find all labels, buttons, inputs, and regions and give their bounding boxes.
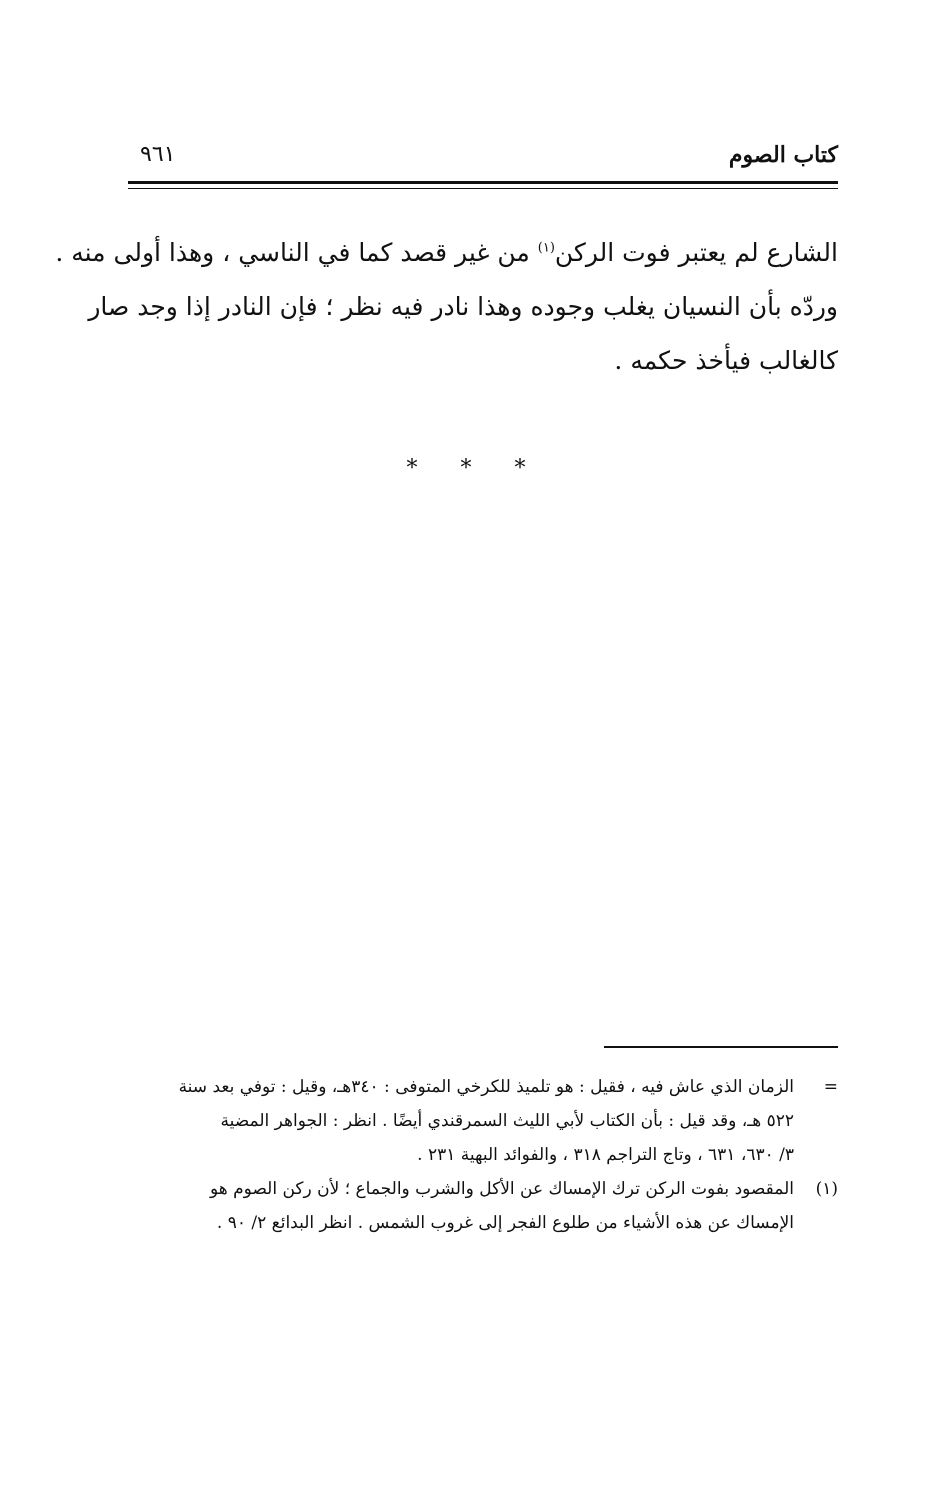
- footnote-marker-continued: =: [823, 1077, 838, 1097]
- footnote-line: المقصود بفوت الركن ترك الإمساك عن الأكل والشرب والجماع ؛ لأن ركن الصوم هو: [209, 1179, 794, 1199]
- section-separator-asterisks: * * *: [406, 456, 544, 481]
- main-text-line-1-end: من غير قصد كما في الناسي ، وهذا أولى منه .: [55, 238, 538, 267]
- footnote-line: ٣/ ٦٣٠، ٦٣١ ، وتاج التراجم ٣١٨ ، والفوائد البهية ٢٣١ .: [417, 1145, 794, 1165]
- running-header-title: كتاب الصوم: [728, 142, 838, 168]
- footnote-continued: [128, 1070, 838, 1172]
- main-text: [55, 226, 838, 388]
- main-text-line-1-start: الشارع لم يعتبر فوت الركن: [554, 238, 838, 267]
- header-rule-thin: [128, 188, 838, 189]
- footnote-rule: [604, 1046, 838, 1048]
- footnote-marker-1: (١): [815, 1179, 838, 1199]
- footnote-line: الزمان الذي عاش فيه ، فقيل : هو تلميذ للكرخي المتوفى : ٣٤٠هـ، وقيل : توفي بعد سنة: [178, 1077, 794, 1097]
- main-text-line-1: [55, 226, 838, 280]
- header-rule-thick: [128, 181, 838, 184]
- footnote-line: الإمساك عن هذه الأشياء من طلوع الفجر إلى غروب الشمس . انظر البدائع ٢/ ٩٠ .: [216, 1213, 794, 1233]
- footnotes: [128, 1070, 838, 1240]
- main-text-line-2: وردّه بأن النسيان يغلب وجوده وهذا نادر فيه نظر ؛ فإن النادر إذا وجد صار: [88, 292, 838, 321]
- footnote-reference-1: (١): [537, 240, 555, 256]
- main-text-line-3: كالغالب فيأخذ حكمه .: [614, 346, 838, 375]
- footnote-1: [128, 1172, 838, 1240]
- page-number: ٩٦١: [140, 142, 176, 167]
- footnote-line: ٥٢٢ هـ، وقد قيل : بأن الكتاب لأبي الليث السمرقندي أيضًا . انظر : الجواهر المضية: [220, 1111, 794, 1131]
